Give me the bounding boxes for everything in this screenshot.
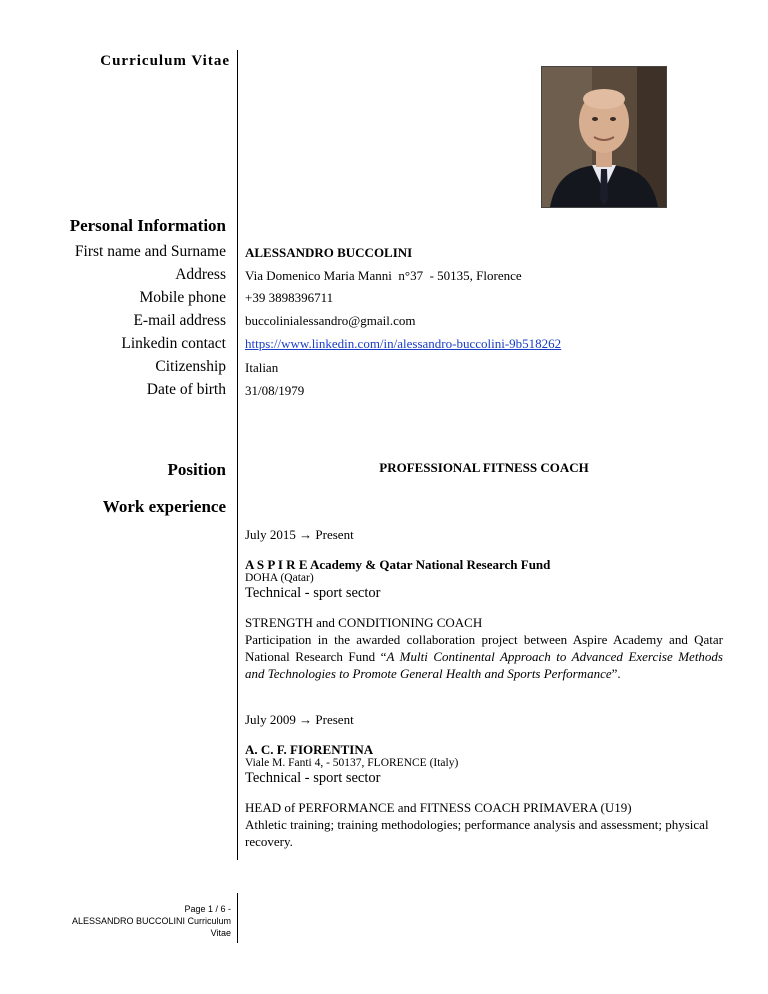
entry-1-role: STRENGTH and CONDITIONING COACH bbox=[245, 615, 483, 630]
label-address: Address bbox=[175, 266, 226, 283]
label-email: E-mail address bbox=[133, 312, 226, 329]
entry-1-description-end: ”. bbox=[611, 666, 621, 681]
profile-photo bbox=[541, 66, 667, 208]
personal-information-heading: Personal Information bbox=[69, 216, 226, 235]
value-name: ALESSANDRO BUCCOLINI bbox=[245, 245, 413, 260]
entry-2-location: Viale M. Fanti 4, - 50137, FLORENCE (Italy) bbox=[245, 757, 459, 769]
footer-page-number: Page 1 / 6 - bbox=[184, 904, 231, 914]
entry-1-location: DOHA (Qatar) bbox=[245, 572, 314, 584]
value-email: buccolinialessandro@gmail.com bbox=[245, 313, 416, 328]
linkedin-link[interactable]: https://www.linkedin.com/in/alessandro-buccolini-9b518262 bbox=[245, 336, 562, 351]
position-heading: Position bbox=[167, 460, 226, 479]
document-title: Curriculum Vitae bbox=[100, 53, 230, 69]
position-value: PROFESSIONAL FITNESS COACH bbox=[379, 460, 589, 475]
footer-doc-name: ALESSANDRO BUCCOLINI Curriculum bbox=[71, 916, 231, 926]
entry-1-description-text: Participation in the awarded collaboration project between Aspire Academy and Qatar National Research Fund “ bbox=[245, 632, 723, 664]
entry-2-role: HEAD of PERFORMANCE and FITNESS COACH PRIMAVERA (U19) bbox=[245, 800, 632, 815]
footer-divider bbox=[237, 893, 238, 943]
entry-1-project-title: A Multi Continental Approach to Advanced Exercise Methods and Technologies to Promote General Health and Sports Performance bbox=[245, 649, 723, 681]
footer-doc-suffix: Vitae bbox=[210, 928, 231, 938]
entry-1-description bbox=[245, 631, 723, 682]
entry-1-sector: Technical - sport sector bbox=[245, 585, 381, 601]
column-divider bbox=[237, 50, 238, 860]
entry-2-period: July 2009 → Present bbox=[245, 712, 354, 727]
entry-2-employer: A. C. F. FIORENTINA bbox=[245, 742, 374, 757]
label-date-of-birth: Date of birth bbox=[146, 381, 226, 398]
entry-1-period: July 2015 → Present bbox=[245, 527, 354, 542]
label-name: First name and Surname bbox=[74, 243, 226, 260]
value-address: Via Domenico Maria Manni n°37 - 50135, Florence bbox=[245, 268, 522, 283]
portrait-image bbox=[542, 67, 666, 207]
entry-2-sector: Technical - sport sector bbox=[245, 770, 381, 786]
page-footer bbox=[0, 903, 231, 939]
label-citizenship: Citizenship bbox=[155, 358, 226, 375]
label-linkedin: Linkedin contact bbox=[121, 335, 226, 352]
work-experience-heading: Work experience bbox=[102, 497, 226, 516]
label-mobile: Mobile phone bbox=[139, 289, 226, 306]
entry-1-employer: A S P I R E Academy & Qatar National Research Fund bbox=[245, 557, 551, 572]
value-date-of-birth: 31/08/1979 bbox=[245, 383, 305, 398]
entry-2-description: Athletic training; training methodologies; performance analysis and assessment; physical recovery. bbox=[245, 817, 709, 849]
value-citizenship: Italian bbox=[245, 360, 279, 375]
value-mobile: +39 3898396711 bbox=[245, 290, 334, 305]
